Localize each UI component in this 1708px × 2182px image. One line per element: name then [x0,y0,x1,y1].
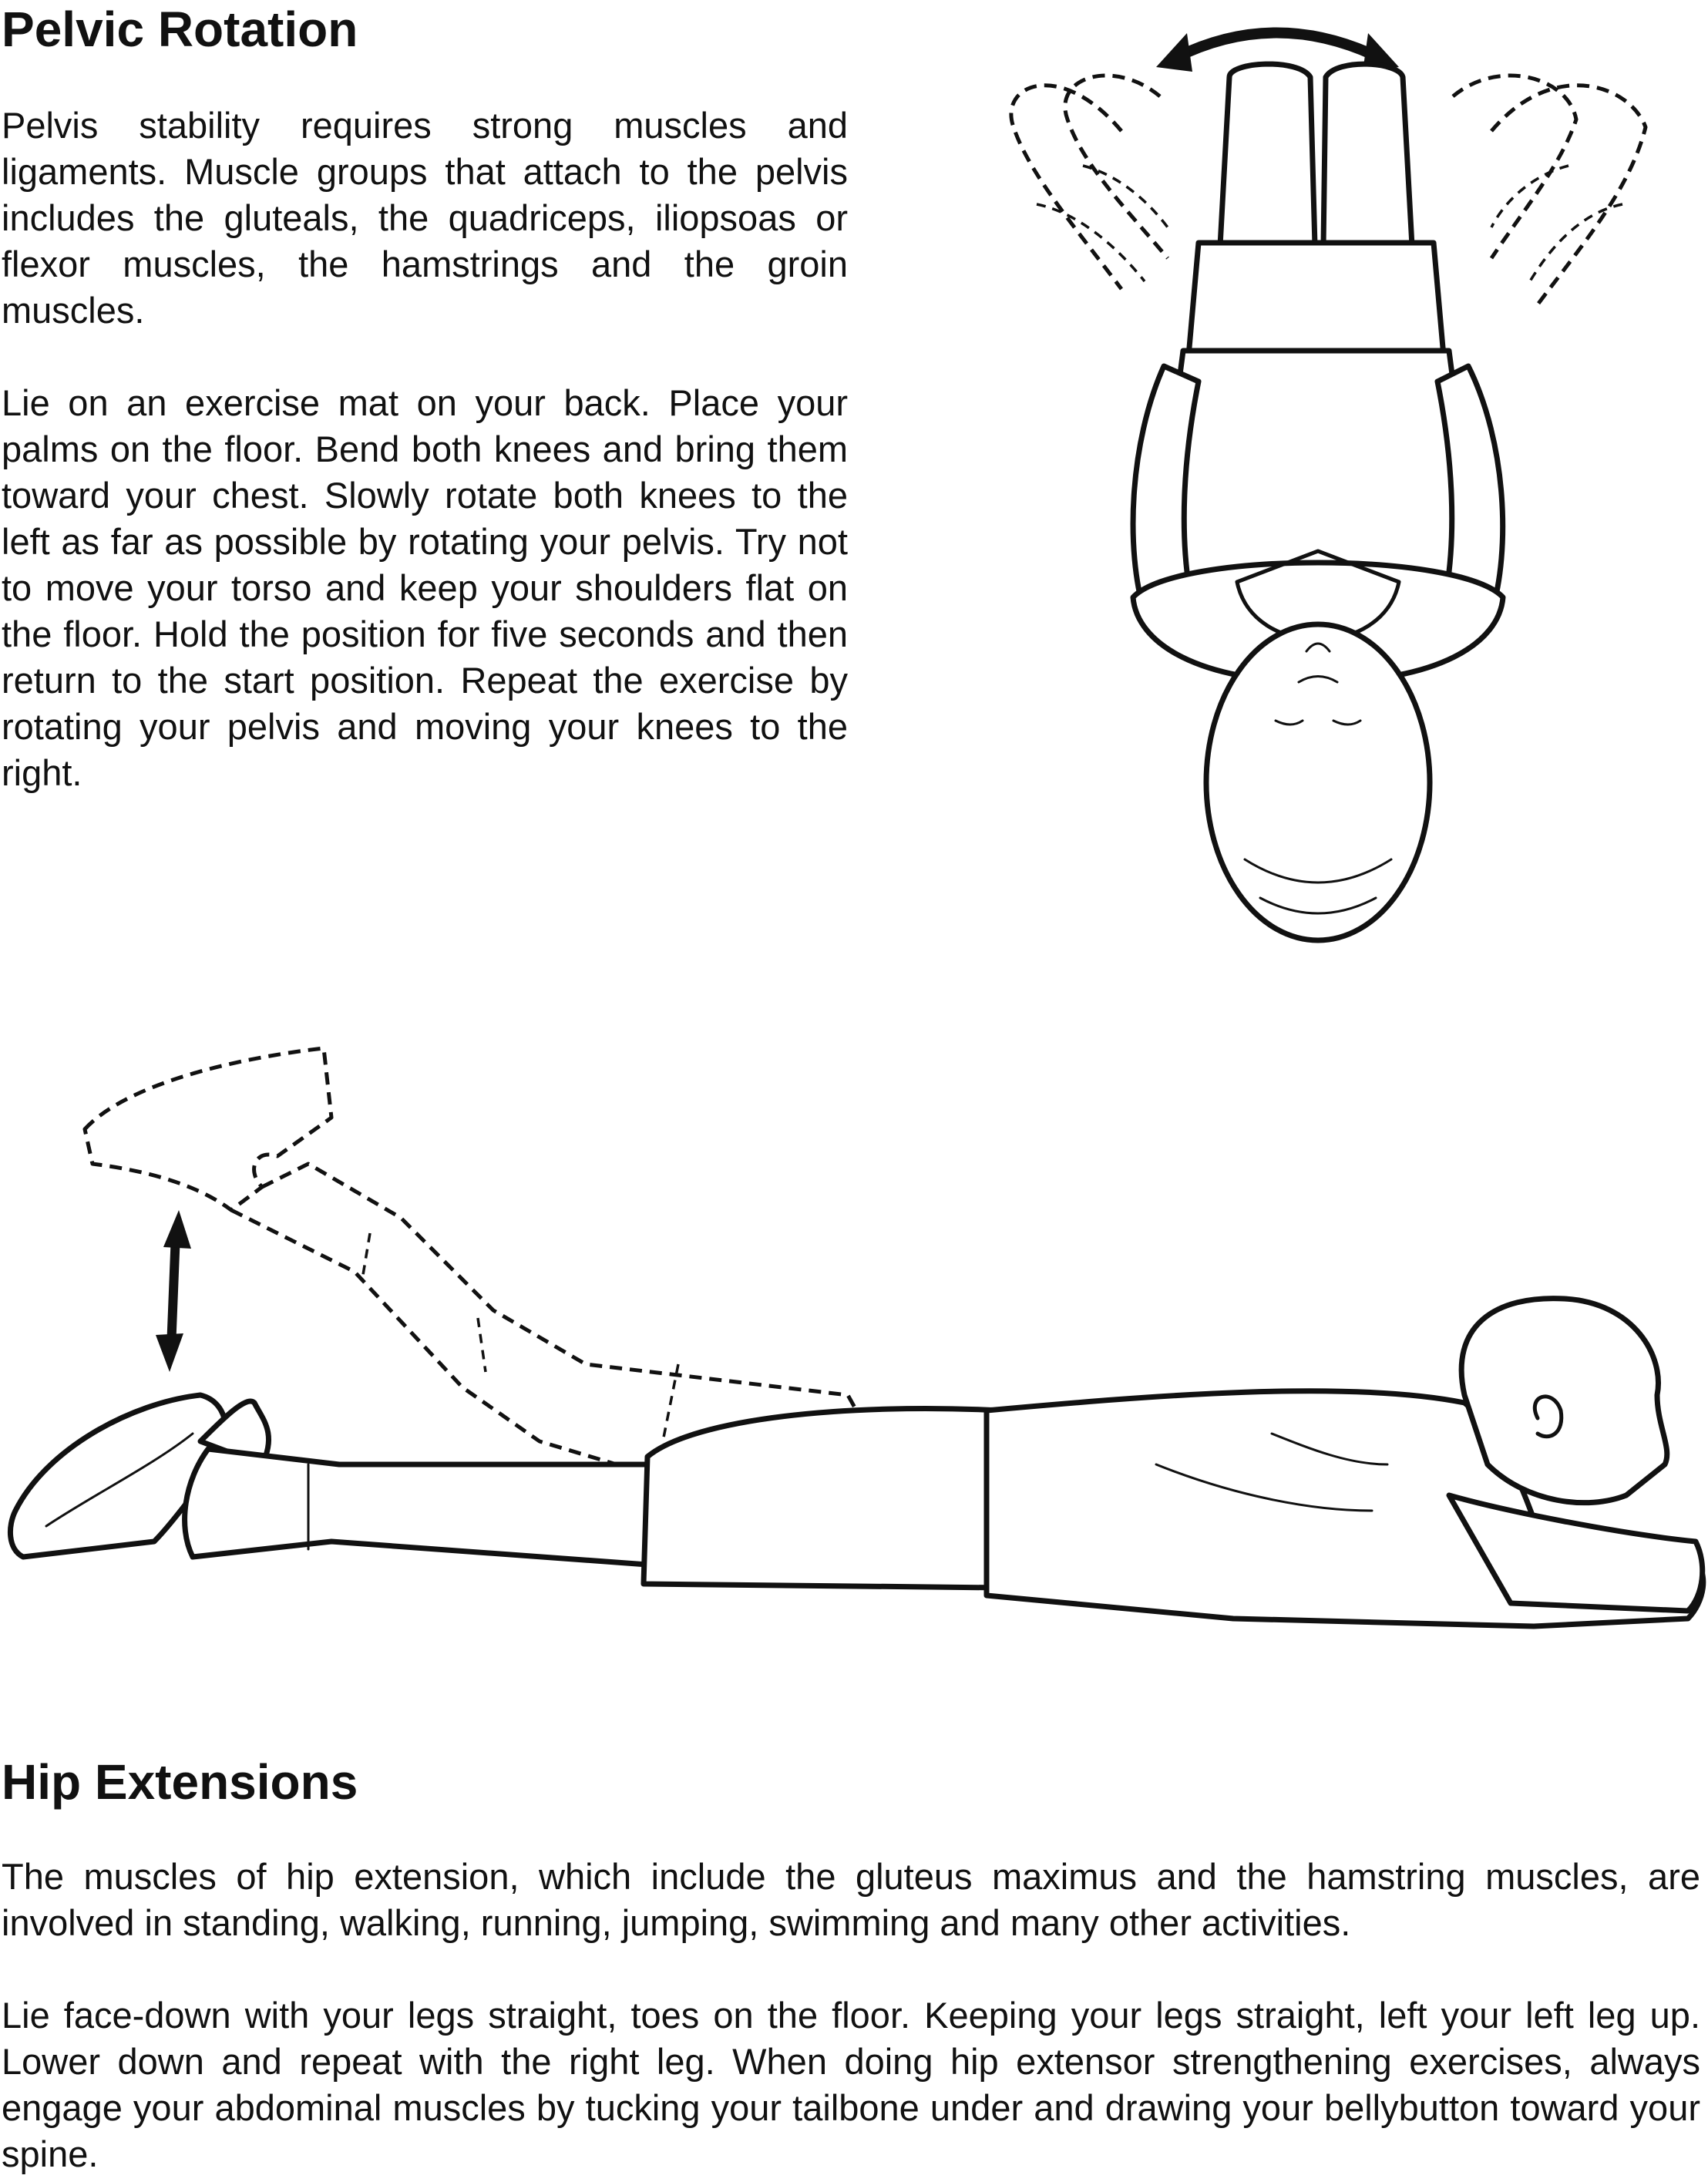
pelvic-rotation-title: Pelvic Rotation [2,2,358,57]
hip-extensions-intro-paragraph: The muscles of hip extension, which include the gluteus maximus and the hamstring muscles, are involved in standing, walking, running, jumping, swimming and many other activities. [2,1856,1700,1943]
hip-extensions-instructions-paragraph: Lie face-down with your legs straight, toes on the floor. Keeping your legs straight, left your left leg up. Lower down and repeat with the right leg. When doing hip extensor strengthening exercises, always engage your abdominal muscles by tucking your tailbone under and drawing your bellybutton toward your spine. [2,1995,1700,2174]
head [1206,624,1430,940]
hip-extensions-title: Hip Extensions [2,1754,358,1810]
lower-leg [10,1395,647,1565]
head [1461,1299,1667,1503]
ghost-knees-right [1453,76,1646,304]
lift-arrow-icon [156,1210,191,1372]
hip-extension-illustration [0,1033,1708,1680]
pelvic-rotation-illustration [967,12,1696,987]
shorts [644,1409,1002,1589]
pelvic-rotation-instructions-paragraph: Lie on an exercise mat on your back. Place your palms on the floor. Bend both knees and bring them toward your chest. Slowly rotate both knees to the left as far as possible by rotating your pelvis. Try not to move your torso and keep your shoulders flat on the floor. Hold the position for five seconds and then return to the start position. Repeat the exercise by rotating your pelvis and moving your knees to the right. [2,382,848,793]
ghost-knees-left [1011,76,1168,289]
pelvic-rotation-intro-paragraph: Pelvis stability requires strong muscles and ligaments. Muscle groups that attach to the pelvis includes the gluteals, the quadriceps, iliopsoas or flexor muscles, the hamstrings and the groin muscles. [2,105,848,331]
